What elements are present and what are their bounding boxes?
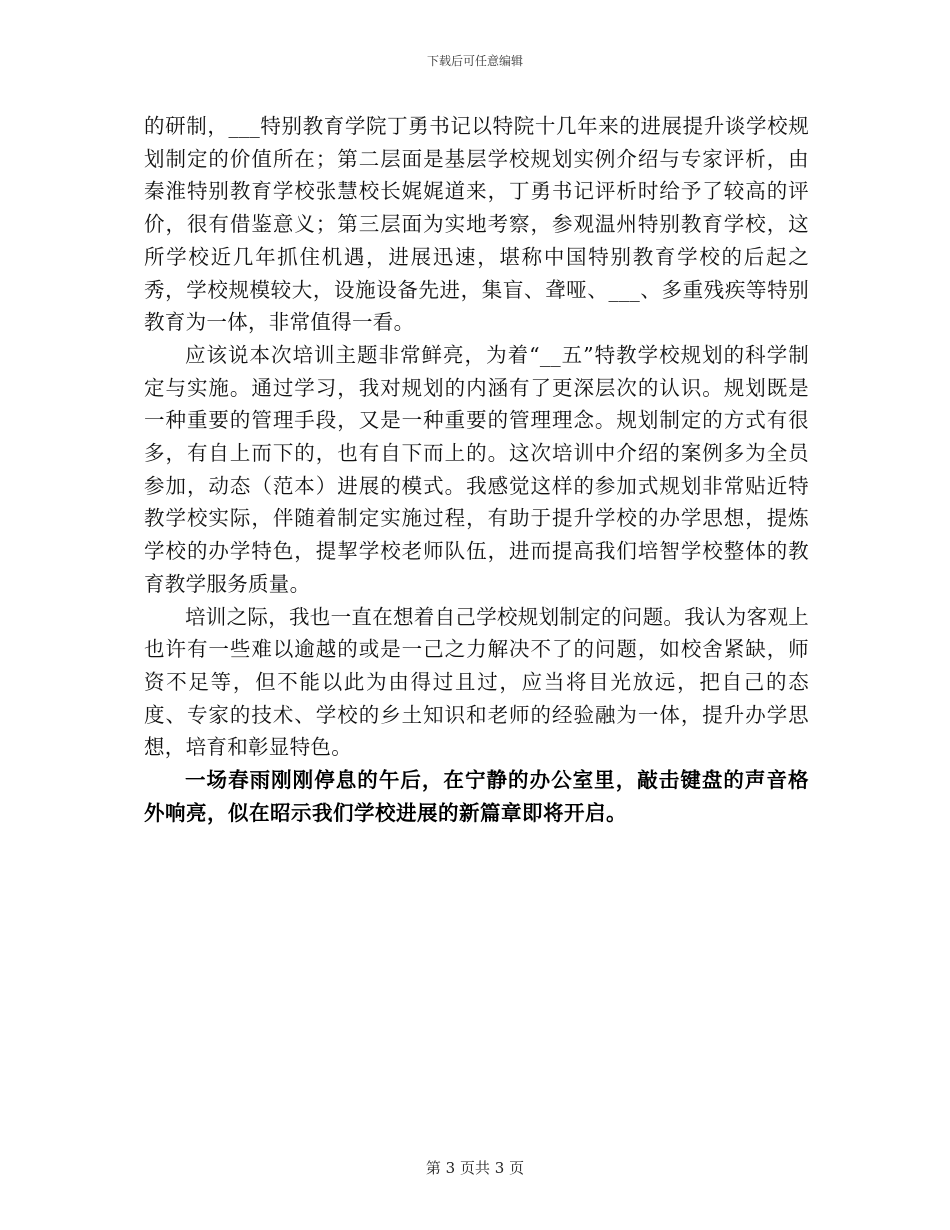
closing-paragraph: 一场春雨刚刚停息的午后，在宁静的办公室里，敲击键盘的声音格外响亮，似在昭示我们学校进展的新篇章即将开启。 xyxy=(144,768,809,825)
page-header: 下载后可任意编辑 xyxy=(426,54,523,68)
body-paragraph-3: 培训之际，我也一直在想着自己学校规划制定的问题。我认为客观上也许有一些难以逾越的或是一己之力解决不了的问题，如校舍紧缺，师资不足等，但不能以此为由得过且过，应当将目光放远，把自己的态度、专家的技术、学校的乡土知识和老师的经验融为一体，提升办学思想，培育和彰显特色。 xyxy=(144,604,809,760)
document-body xyxy=(144,110,809,829)
page-number-footer: 第 3 页共 3 页 xyxy=(425,1159,525,1177)
body-paragraph-2: 应该说本次培训主题非常鲜亮，为着“__五”特教学校规划的科学制定与实施。通过学习，我对规划的内涵有了更深层次的认识。规划既是一种重要的管理手段，又是一种重要的管理理念。规划制定的方式有很多，有自上而下的，也有自下而上的。这次培训中介绍的案例多为全员参加，动态（范本）进展的模式。我感觉这样的参加式规划非常贴近特教学校实际，伴随着制定实施过程，有助于提升学校的办学思想，提炼学校的办学特色，提挈学校老师队伍，进而提高我们培智学校整体的教育教学服务质量。 xyxy=(144,342,809,596)
body-paragraph-1: 的研制，___特别教育学院丁勇书记以特院十几年来的进展提升谈学校规划制定的价值所在；第二层面是基层学校规划实例介绍与专家评析，由秦淮特别教育学校张慧校长娓娓道来，丁勇书记评析时给予了较高的评价，很有借鉴意义；第三层面为实地考察，参观温州特别教育学校，这所学校近几年抓住机遇，进展迅速，堪称中国特别教育学校的后起之秀，学校规模较大，设施设备先进，集盲、聋哑、___、多重残疾等特别教育为一体，非常值得一看。 xyxy=(144,114,809,335)
